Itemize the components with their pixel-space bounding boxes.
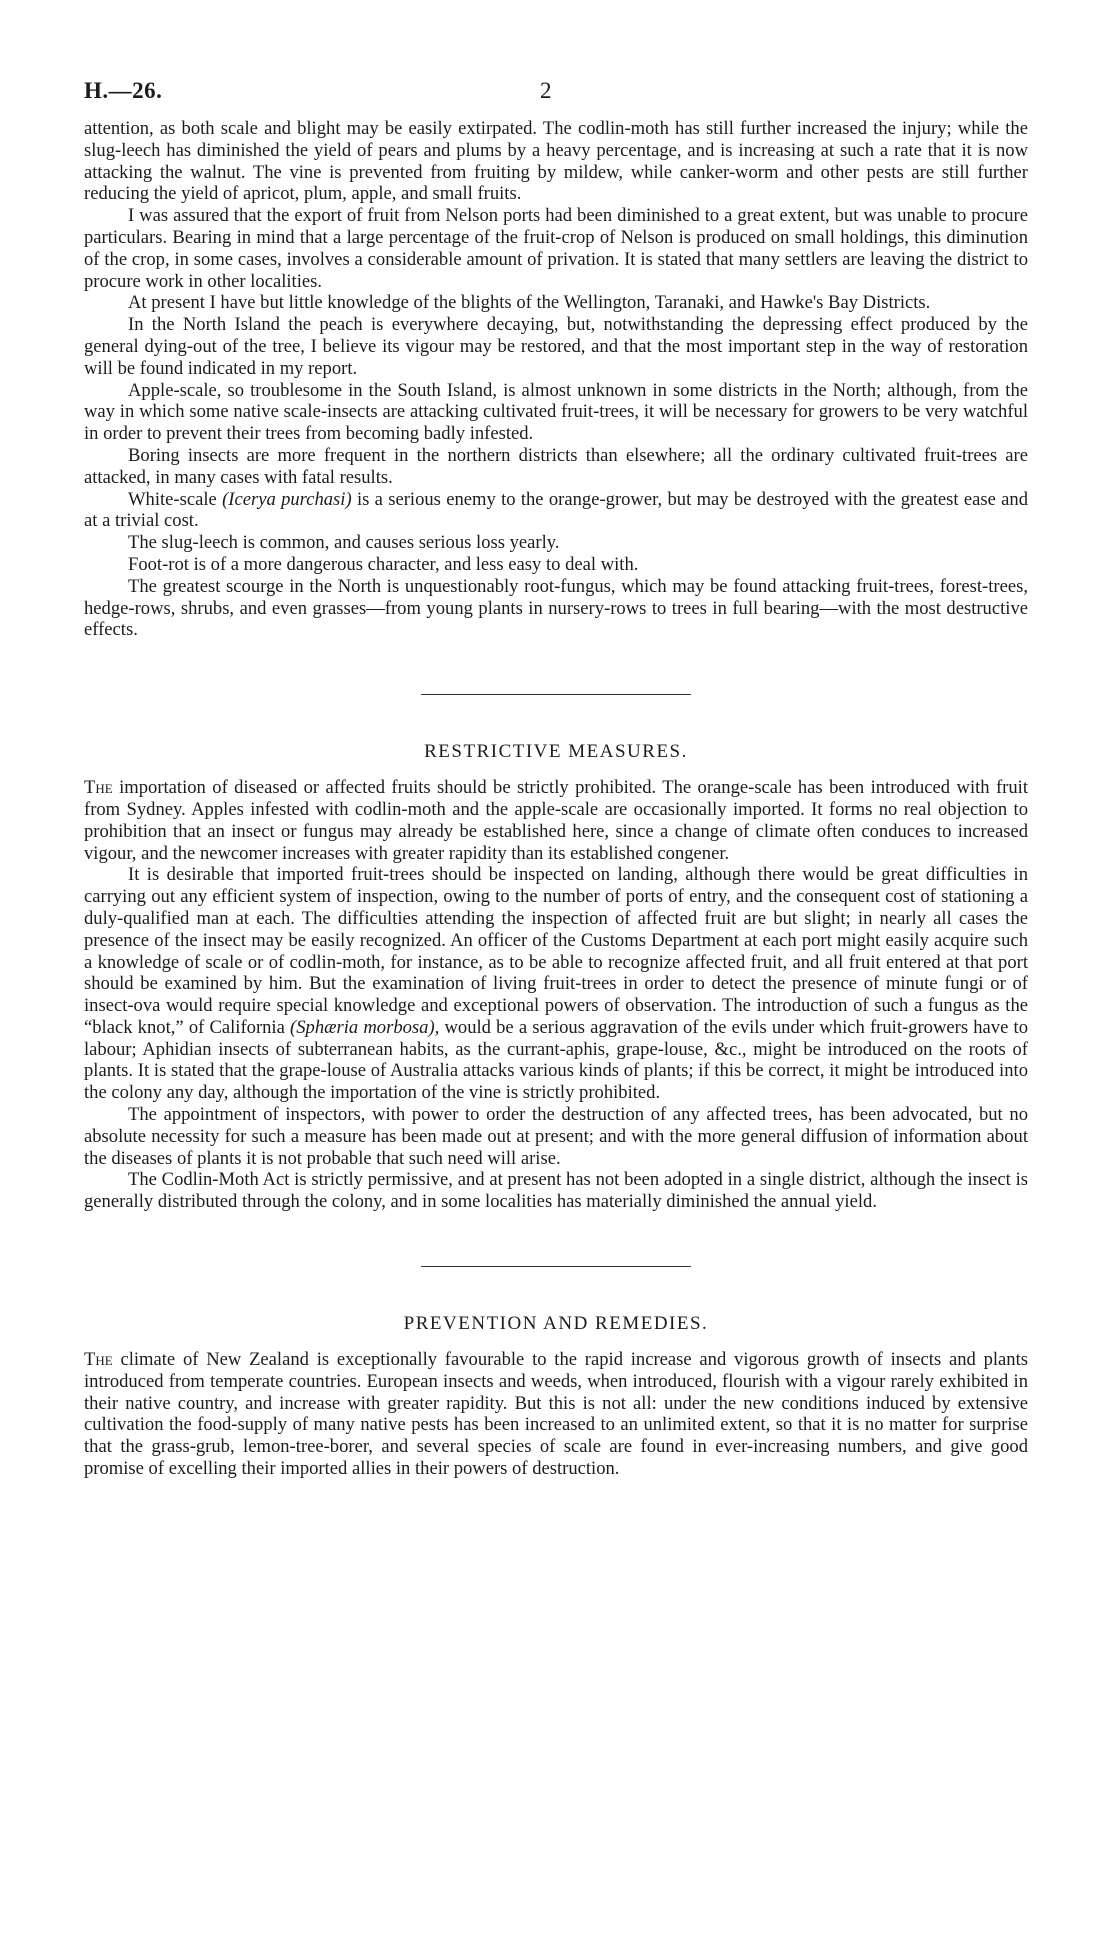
paragraph: I was assured that the export of fruit from Nelson ports had been diminished to a great extent, but was unable to procure particulars. Bearing in mind that a large percentage of the fruit-crop of Nelson is produced on small holdings, this diminution of the crop, in some cases, involves a considerable amount of privation. It is stated that many settlers are leaving the district to procure work in other localities. <box>84 205 1028 292</box>
prevention-remedies-section <box>84 1313 1028 1480</box>
lead-word: The <box>84 777 113 799</box>
section-heading: RESTRICTIVE MEASURES. <box>424 741 688 763</box>
paragraph: The appointment of inspectors, with power to order the destruction of any affected trees, has been advocated, but no absolute necessity for such a measure has been made out at present; and with the more general diffusion of information about the diseases of plants it is not probable that such need will arise. <box>84 1104 1028 1169</box>
document-reference: H.—26. <box>84 78 163 103</box>
page-number: 2 <box>540 78 552 103</box>
paragraph: In the North Island the peach is everywhere decaying, but, notwithstanding the depressing effect produced by the general dying-out of the tree, I believe its vigour may be restored, and that the most important step in the way of restoration will be found indicated in my report. <box>84 314 1028 379</box>
text-run: importation of diseased or affected fruits should be strictly prohibited. The orange-scale has been introduced with fruit from Sydney. Apples infested with codlin-moth and the apple-scale are occasionally imported. It forms no real objection to prohibition that an insect or fungus may already be established here, since a change of climate often conduces to increased vigour, and the newcomer increases with greater rapidity than its established congener. <box>84 777 1028 864</box>
paragraph: Boring insects are more frequent in the northern districts than elsewhere; all the ordinary cultivated fruit-trees are attacked, in many cases with fatal results. <box>84 444 1028 488</box>
text-run: climate of New Zealand is exceptionally favourable to the rapid increase and vigorous growth of insects and plants introduced from temperate countries. European insects and weeds, when introduced, flourish with a vigour rarely exhibited in their native country, and increase with greater rapidity. But this is not all: under the new conditions induced by extensive cultivation the food-supply of many native pests has been increased to an unlimited extent, so that it is no matter for surprise that the grass-grub, lemon-tree-borer, and several species of scale are found in ever-increasing numbers, and give good promise of excelling their imported allies in their powers of destruction. <box>84 1349 1028 1480</box>
paragraph <box>84 864 1028 1104</box>
paragraph: The slug-leech is common, and causes serious loss yearly. <box>128 532 560 554</box>
italic-species-name: (Sphæria morbosa), <box>290 1016 440 1038</box>
text-run: would be a serious aggravation of the evils under which fruit-growers have to labour; Aphidian insects of subterranean habits, as the currant-aphis, grape-louse, &c., might be introduced on the roots of plants. It is stated that the grape-louse of Australia attacks various kinds of plants; if this be correct, it might be introduced into the colony any day, although the importation of the vine is strictly prohibited. <box>84 1016 1028 1104</box>
paragraph: Foot-rot is of a more dangerous character, and less easy to deal with. <box>128 553 639 575</box>
italic-species-name: (Icerya purchasi) <box>222 488 352 510</box>
document-page <box>84 78 1028 1480</box>
section-heading: PREVENTION AND REMEDIES. <box>403 1313 709 1335</box>
text-run: is a serious enemy to the orange-grower, but may be destroyed with the greatest ease and at a trivial cost. <box>84 488 1028 532</box>
paragraph <box>84 777 1028 864</box>
paragraph: Apple-scale, so troublesome in the South Island, is almost unknown in some districts in the North; although, from the way in which some native scale-insects are attacking cultivated fruit-trees, it will be necessary for growers to be very watchful in order to prevent their trees from becoming badly infested. <box>84 379 1028 445</box>
text-run: It is desirable that imported fruit-trees should be inspected on landing, although there would be great difficulties in carrying out any efficient system of inspection, owing to the number of ports of entry, and the consequent cost of stationing a duly-qualified man at each. The difficulties attending the inspection of affected fruit are but slight; in nearly all cases the presence of the insect may be easily recognized. An officer of the Customs Department at each port might easily acquire such a knowledge of scale or of codlin-moth, for instance, as to be able to recognize affected fruit, and all fruit entered at that port should be examined by him. But the examination of living fruit-trees in order to detect the presence of minute fungi or of insect-ova would require special knowledge and exceptional powers of observation. The introduction of such a fungus as the “black knot,” of California <box>84 864 1028 1038</box>
page-header <box>84 78 1028 118</box>
restrictive-measures-section <box>84 741 1028 1213</box>
paragraph: At present I have but little knowledge of the blights of the Wellington, Taranaki, and Hawke's Bay Districts. <box>128 292 931 314</box>
section-divider <box>421 1266 691 1267</box>
paragraph <box>84 1349 1028 1480</box>
paragraph: The Codlin-Moth Act is strictly permissive, and at present has not been adopted in a single district, although the insect is generally distributed through the colony, and in some localities has materially diminished the annual yield. <box>84 1169 1028 1213</box>
intro-section <box>84 118 1028 641</box>
section-divider <box>421 694 691 695</box>
text-run: White-scale <box>128 488 223 510</box>
paragraph: attention, as both scale and blight may be easily extirpated. The codlin-moth has still further increased the injury; while the slug-leech has diminished the yield of pears and plums by a heavy percentage, and is increasing at such a rate that it is now attacking the walnut. The vine is prevented from fruiting by mildew, while canker-worm and other pests are still further reducing the yield of apricot, plum, apple, and small fruits. <box>84 118 1028 205</box>
lead-word: The <box>84 1349 113 1371</box>
paragraph <box>84 489 1028 533</box>
paragraph: The greatest scourge in the North is unquestionably root-fungus, which may be found attacking fruit-trees, forest-trees, hedge-rows, shrubs, and even grasses—from young plants in nursery-rows to trees in full bearing—with the most destructive effects. <box>84 575 1028 641</box>
